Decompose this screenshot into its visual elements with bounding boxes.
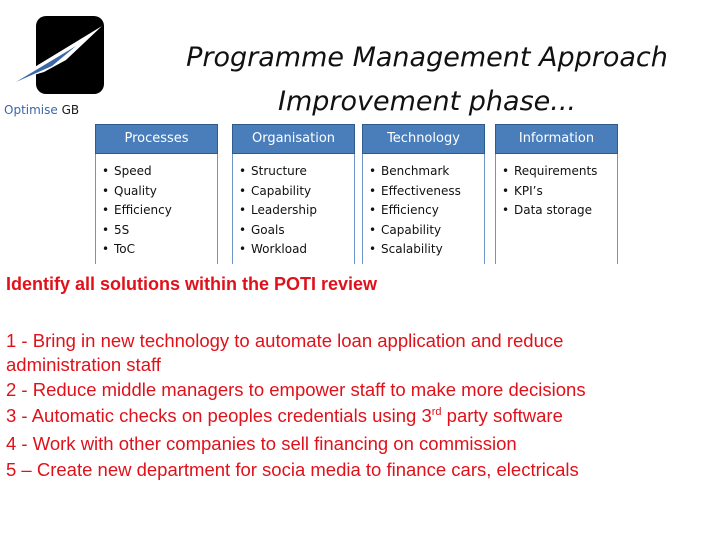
solution-line-3: 3 - Automatic checks on peoples credentials using 3rd party software <box>6 405 563 426</box>
list-item: • Benchmark <box>369 164 450 178</box>
list-item: • Data storage <box>502 203 593 217</box>
list-item: • Goals <box>239 222 285 237</box>
logo-suffix: GB <box>61 103 80 117</box>
list-item: • Capability <box>369 222 442 237</box>
list-item: • Efficiency <box>102 203 172 217</box>
column-header: Organisation <box>232 124 355 154</box>
solution-line-1-continued: administration staff <box>6 354 161 375</box>
logo-swoosh-icon <box>6 16 98 96</box>
list-item: • Scalability <box>369 242 443 256</box>
list-item: • Capability <box>239 183 312 198</box>
column-header: Information <box>495 124 618 154</box>
list-item: • Quality <box>102 183 157 198</box>
column-header: Technology <box>362 124 485 154</box>
list-item: • Workload <box>239 242 308 256</box>
poti-column-organisation <box>232 124 355 256</box>
title-line-1: Programme Management Approach <box>186 42 668 73</box>
column-header: Processes <box>95 124 218 154</box>
list-item: • Requirements <box>502 164 598 178</box>
logo-wordmark <box>4 103 79 117</box>
column-list <box>95 154 218 264</box>
poti-column-technology <box>362 124 485 256</box>
list-item: • Speed <box>102 164 152 178</box>
solution-line-1: 1 - Bring in new technology to automate loan application and reduce <box>6 330 564 351</box>
poti-column-processes <box>95 124 218 256</box>
column-list <box>232 154 355 264</box>
solution-line-2: 2 - Reduce middle managers to empower staff to make more decisions <box>6 379 586 400</box>
optimise-gb-logo <box>36 16 104 98</box>
solutions-heading: Identify all solutions within the POTI review <box>6 274 378 294</box>
solution-line-5: 5 – Create new department for socia media to finance cars, electricals <box>6 459 579 480</box>
column-list <box>495 154 618 264</box>
list-item: • Efficiency <box>369 203 439 217</box>
list-item: • KPI’s <box>502 183 543 198</box>
title-line-2: Improvement phase... <box>277 86 577 117</box>
list-item: • ToC <box>102 242 136 256</box>
column-list <box>362 154 485 264</box>
logo-brand: Optimise <box>4 103 58 117</box>
list-item: • Structure <box>239 164 307 178</box>
poti-column-information <box>495 124 618 256</box>
logo-mark <box>36 16 104 94</box>
list-item: • 5S <box>102 222 130 237</box>
page-title <box>140 36 714 117</box>
list-item: • Leadership <box>239 203 317 217</box>
solution-line-4: 4 - Work with other companies to sell financing on commission <box>6 433 517 454</box>
list-item: • Effectiveness <box>369 183 461 198</box>
